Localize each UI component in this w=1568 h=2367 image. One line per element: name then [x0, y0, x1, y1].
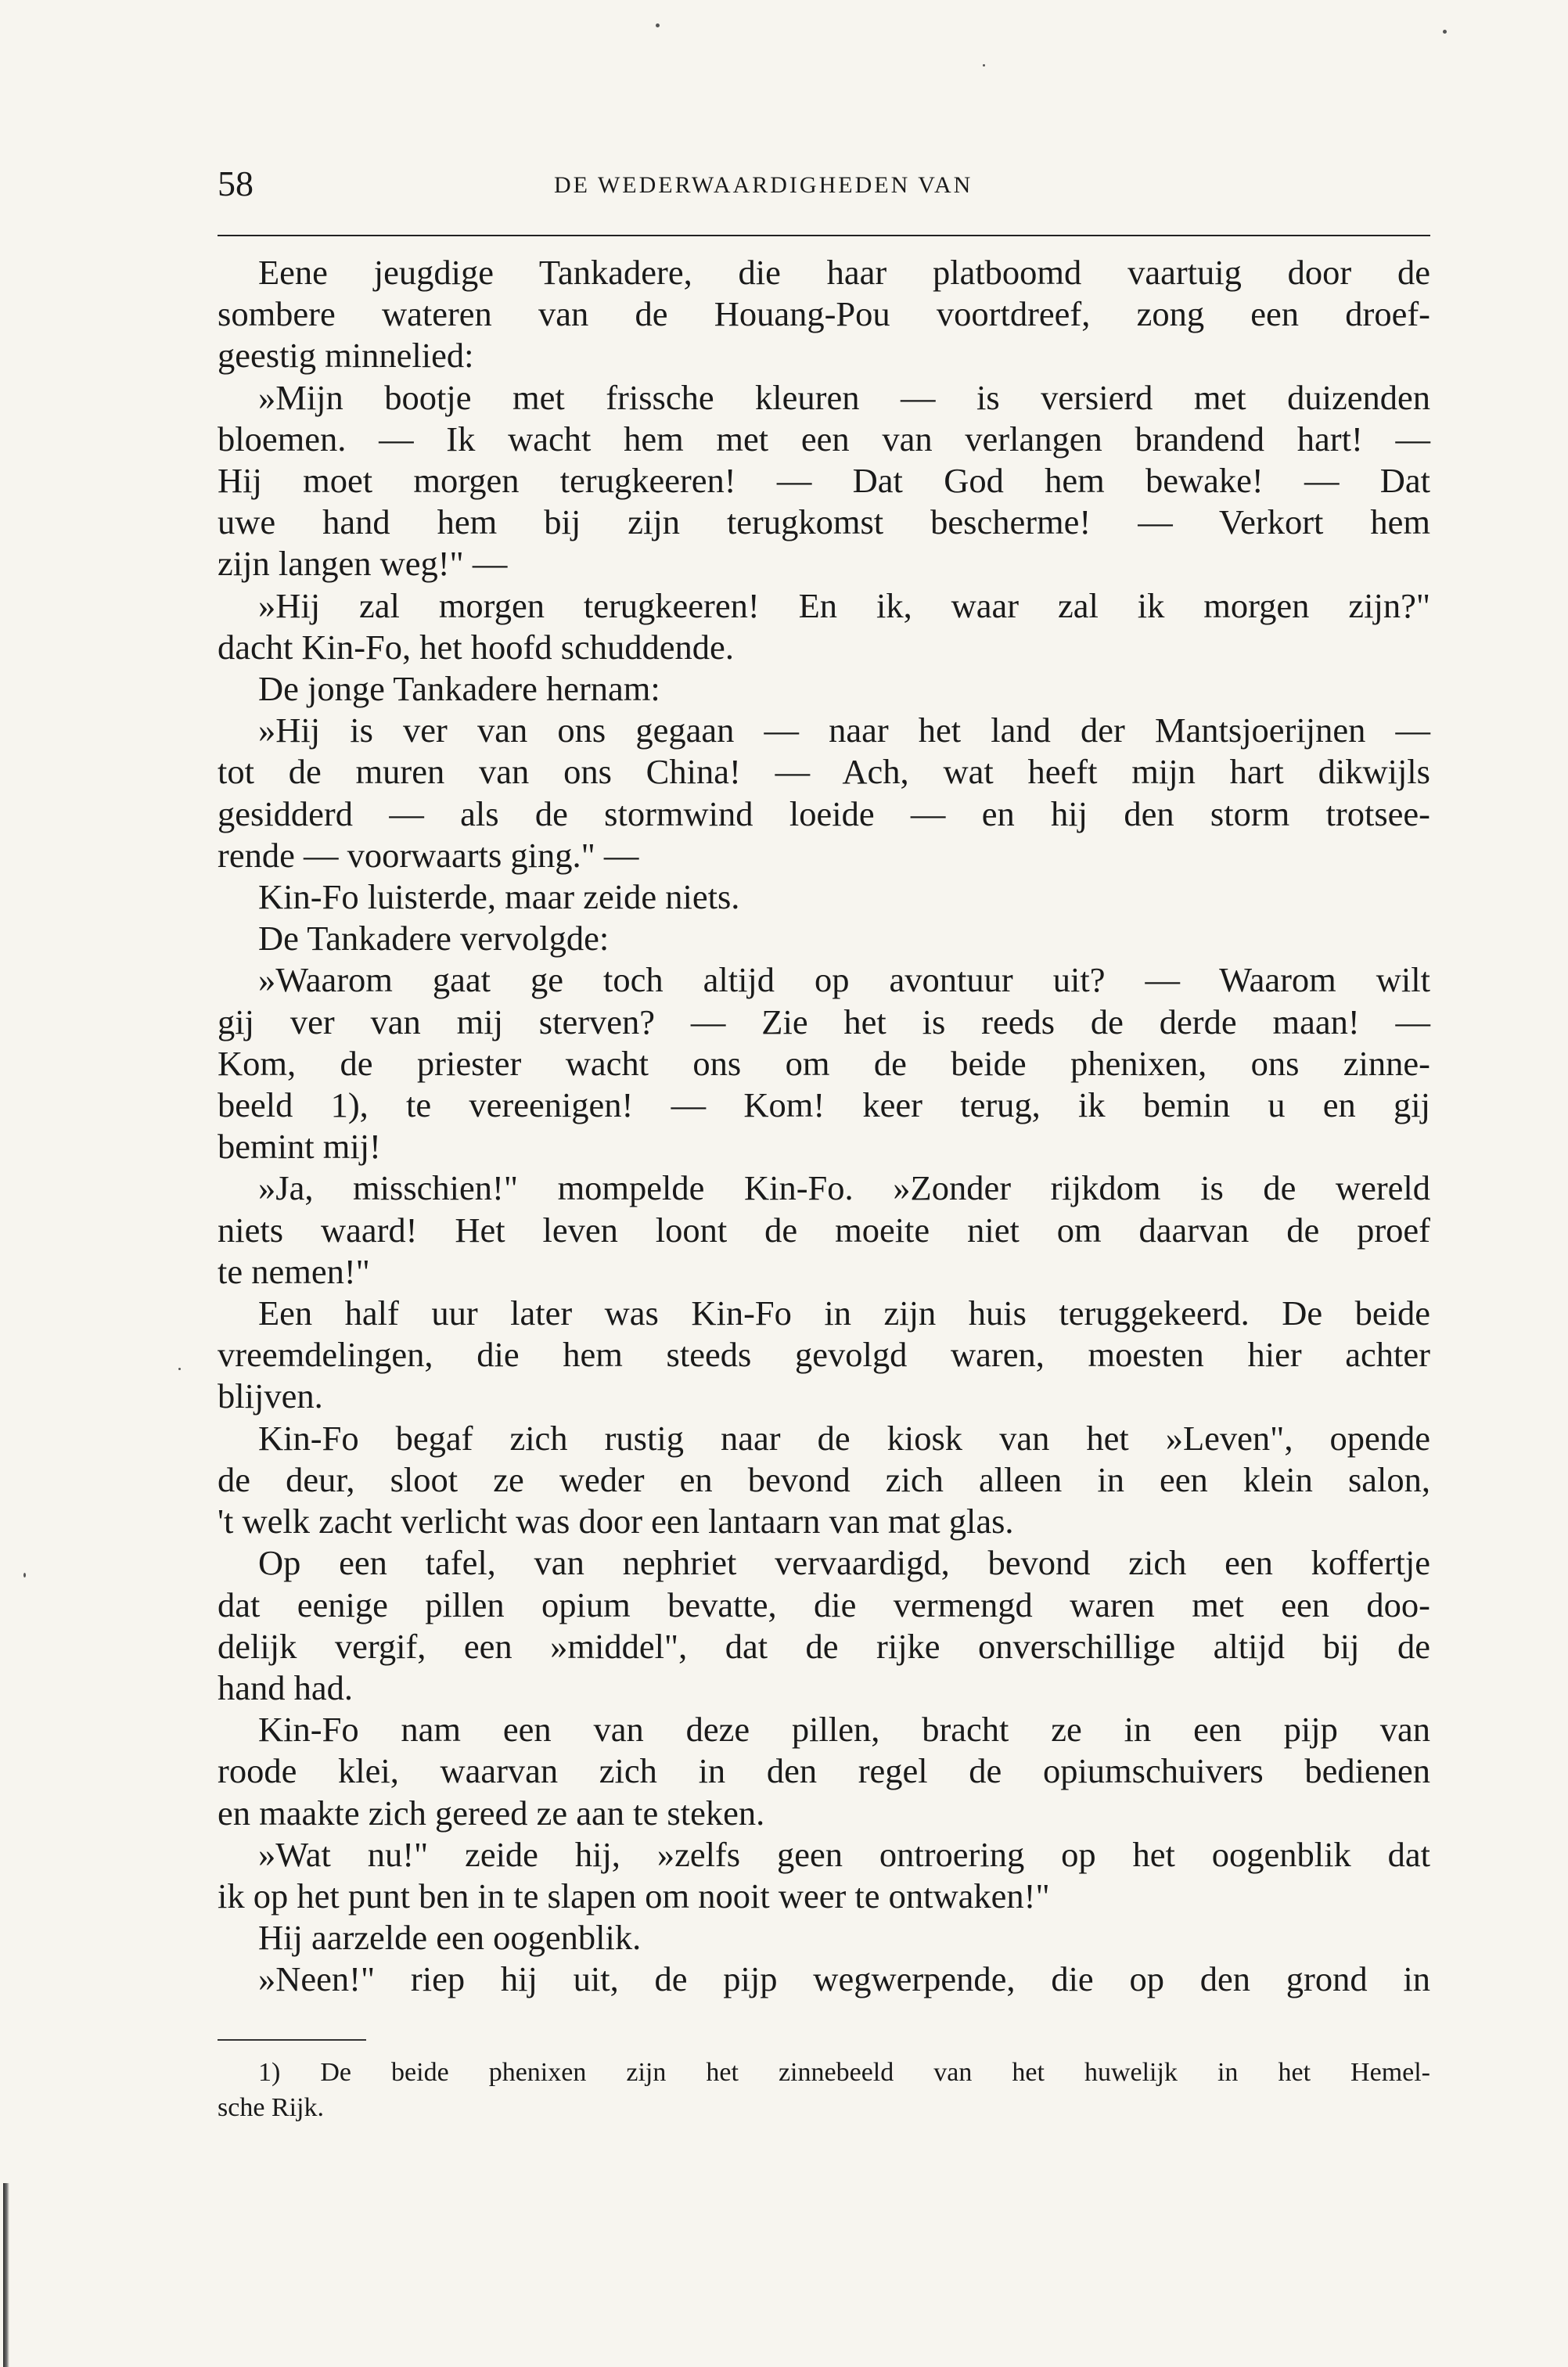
text-line: zijn langen weg!" —: [218, 544, 508, 584]
text-line: Kin-Fo nam een van deze pillen, bracht ze in een pijp van: [258, 1710, 1430, 1750]
text-line: roode klei, waarvan zich in den regel de opiumschuivers bedienen: [218, 1751, 1430, 1791]
print-speck: [983, 64, 985, 67]
text-line: »Ja, misschien!" mompelde Kin-Fo. »Zonder rijkdom is de wereld: [258, 1168, 1430, 1208]
text-line: »Neen!" riep hij uit, de pijp wegwerpende, die op den grond in: [258, 1959, 1430, 1999]
footnote-rule: [218, 2039, 366, 2041]
text-line: 1) De beide phenixen zijn het zinnebeeld van het huwelijk in het Hemel-: [258, 2058, 1430, 2087]
text-line: gesidderd — als de stormwind loeide — en hij den storm trotsee-: [218, 793, 1430, 833]
body-text: [218, 252, 1430, 2001]
text-line: en maakte zich gereed ze aan te steken.: [218, 1793, 765, 1833]
binding-edge: [3, 2183, 9, 2367]
text-line: sche Rijk.: [218, 2093, 324, 2122]
text-line: Kom, de priester wacht ons om de beide phenixen, ons zinne-: [218, 1043, 1430, 1083]
header-rule: [218, 235, 1430, 236]
text-line: dat eenige pillen opium bevatte, die vermengd waren met een doo-: [218, 1585, 1430, 1624]
text-line: »Hij zal morgen terugkeeren! En ik, waar zal ik morgen zijn?": [258, 585, 1430, 625]
text-line: De Tankadere vervolgde:: [258, 919, 610, 959]
text-line: Op een tafel, van nephriet vervaardigd, bevond zich een koffertje: [258, 1543, 1430, 1583]
text-line: dacht Kin-Fo, het hoofd schuddende.: [218, 627, 734, 667]
text-line: geestig minnelied:: [218, 336, 474, 376]
text-line: de deur, sloot ze weder en bevond zich alleen in een klein salon,: [218, 1459, 1430, 1499]
print-speck: [1443, 30, 1447, 34]
print-speck: [178, 1368, 181, 1370]
text-line: beeld 1), te vereenigen! — Kom! keer terug, ik bemin u en gij: [218, 1085, 1430, 1125]
text-line: delijk vergif, een »middel", dat de rijke onverschillige altijd bij de: [218, 1626, 1430, 1666]
text-line: uwe hand hem bij zijn terugkomst bescherme! — Verkort hem: [218, 502, 1430, 542]
print-speck: [23, 1573, 26, 1577]
text-line: ik op het punt ben in te slapen om nooit weer te ontwaken!": [218, 1876, 1050, 1916]
text-line: niets waard! Het leven loont de moeite niet om daarvan de proef: [218, 1210, 1430, 1250]
text-line: bemint mij!: [218, 1127, 381, 1167]
text-line: Kin-Fo begaf zich rustig naar de kiosk van het »Leven", opende: [258, 1418, 1430, 1458]
text-line: »Hij is ver van ons gegaan — naar het land der Mantsjoerijnen —: [258, 710, 1430, 750]
text-line: te nemen!": [218, 1251, 370, 1291]
text-line: Hij aarzelde een oogenblik.: [258, 1918, 642, 1958]
text-line: bloemen. — Ik wacht hem met een van verlangen brandend hart! —: [218, 419, 1430, 459]
page-header: [218, 156, 1430, 211]
running-title: DE WEDERWAARDIGHEDEN VAN: [554, 172, 973, 198]
text-line: Een half uur later was Kin-Fo in zijn huis teruggekeerd. De beide: [258, 1293, 1430, 1333]
text-line: blijven.: [218, 1376, 323, 1416]
text-line: »Waarom gaat ge toch altijd op avontuur uit? — Waarom wilt: [258, 960, 1430, 1000]
footnote: [218, 2055, 1430, 2125]
text-line: De jonge Tankadere hernam:: [258, 669, 660, 709]
text-line: 't welk zacht verlicht was door een lantaarn van mat glas.: [218, 1502, 1014, 1541]
text-line: sombere wateren van de Houang-Pou voortdreef, zong een droef-: [218, 294, 1430, 334]
text-line: rende — voorwaarts ging." —: [218, 835, 639, 875]
text-line: tot de muren van ons China! — Ach, wat heeft mijn hart dikwijls: [218, 752, 1430, 792]
page-number: 58: [218, 164, 254, 203]
text-line: »Wat nu!" zeide hij, »zelfs geen ontroering op het oogenblik dat: [258, 1834, 1430, 1874]
text-line: hand had.: [218, 1667, 354, 1707]
text-line: Kin-Fo luisterde, maar zeide niets.: [258, 877, 740, 917]
text-line: gij ver van mij sterven? — Zie het is reeds de derde maan! —: [218, 1002, 1430, 1041]
text-line: Eene jeugdige Tankadere, die haar platboomd vaartuig door de: [258, 253, 1430, 292]
print-speck: [656, 23, 660, 27]
text-line: »Mijn bootje met frissche kleuren — is versierd met duizenden: [258, 377, 1430, 417]
text-line: vreemdelingen, die hem steeds gevolgd waren, moesten hier achter: [218, 1335, 1430, 1375]
text-line: Hij moet morgen terugkeeren! — Dat God hem bewake! — Dat: [218, 461, 1430, 501]
